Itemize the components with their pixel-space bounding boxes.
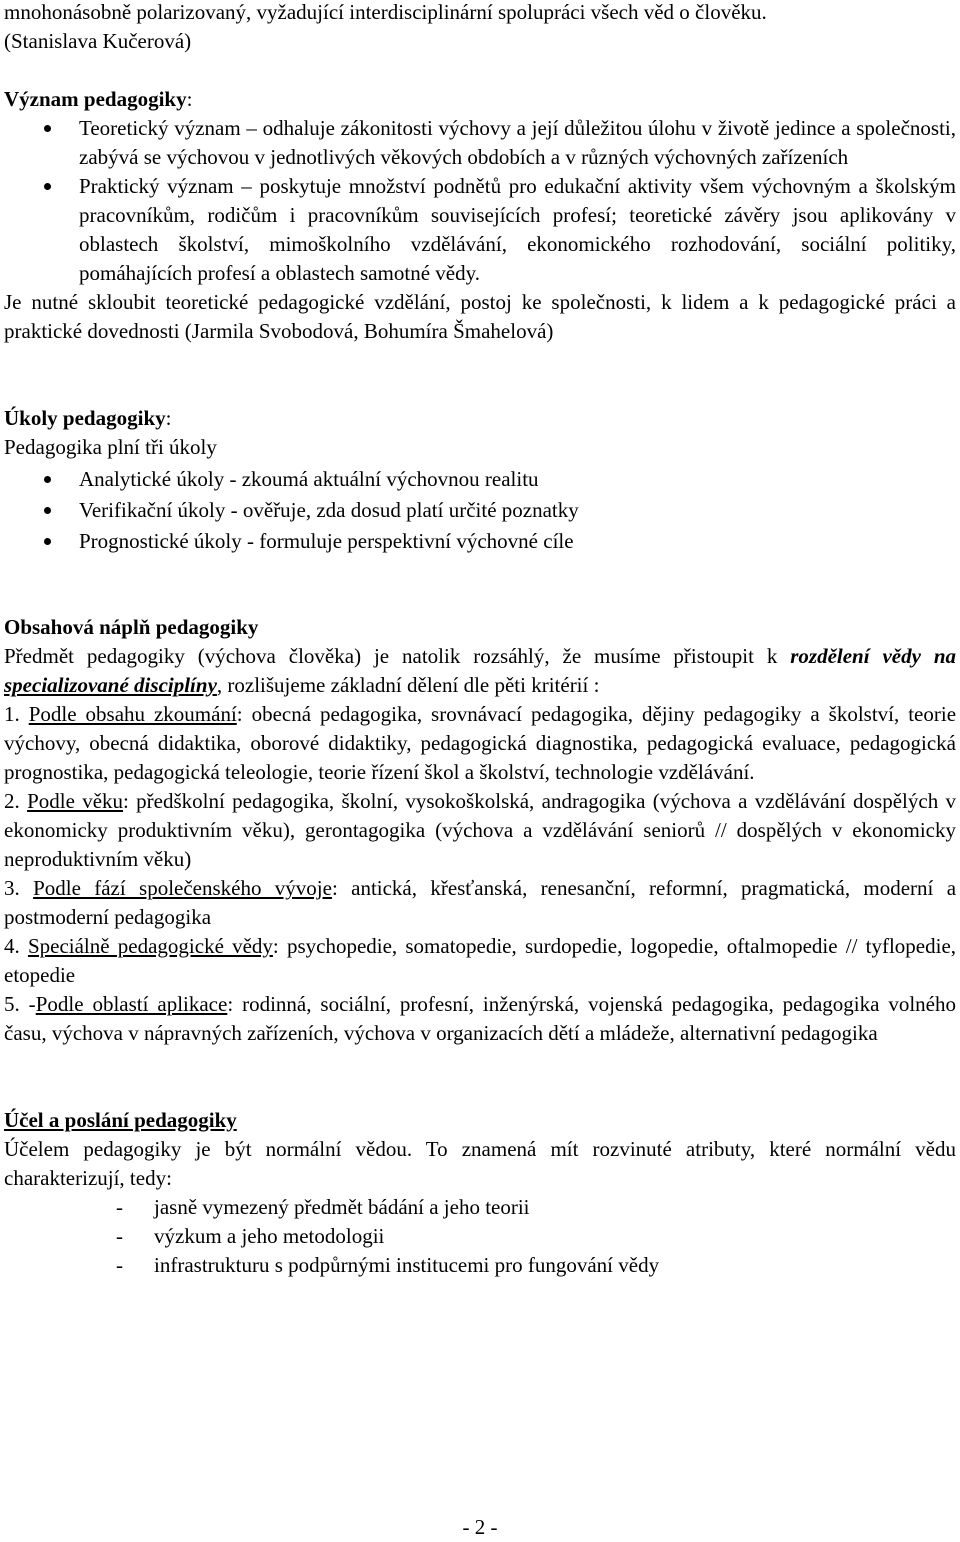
criterion-3 <box>4 874 956 932</box>
criterion-4 <box>4 932 956 990</box>
list-item <box>4 1193 956 1222</box>
criterion-2 <box>4 787 956 874</box>
criterion-label: Podle oblastí aplikace <box>35 992 228 1016</box>
heading-ukoly-colon: : <box>165 406 172 430</box>
criterion-label: Speciálně pedagogické vědy <box>27 934 273 958</box>
section-ukoly <box>4 404 956 557</box>
section-obsah <box>4 613 956 1048</box>
criterion-number: 2. <box>4 789 28 813</box>
bullet-icon <box>44 507 51 514</box>
bullet-icon <box>44 538 51 545</box>
dash-marker: - <box>116 1224 123 1248</box>
ucel-item-text: jasně vymezený předmět bádání a jeho teorii <box>154 1195 530 1219</box>
criterion-label: Podle fází společenského vývoje <box>33 876 332 900</box>
criterion-number: 4. <box>4 934 28 958</box>
ucel-item-text: infrastrukturu s podpůrnými institucemi pro fungování vědy <box>154 1253 660 1277</box>
vyznam-conclusion: Je nutné skloubit teoretické pedagogické vzdělání, postoj ke společnosti, k lidem a k pedagogické práci a praktické dovednosti (Jarmila Svobodová, Bohumíra Šmahelová) <box>4 290 956 343</box>
bullet-icon <box>44 183 51 190</box>
list-item <box>4 464 956 495</box>
heading-vyznam <box>4 85 956 114</box>
list-item <box>4 526 956 557</box>
list-item <box>4 1222 956 1251</box>
heading-vyznam-colon: : <box>186 87 193 111</box>
criterion-text: : obecná pedagogika, srovnávací pedagogika, dějiny pedagogiky a školství, teorie výchovy, obecná didaktika, oborové didaktiky, pedagogická diagnostika, pedagogická evaluace, pedagogická prognostika, pedagogická teleologie, teorie řízení škol a školství, technologie vzdělávání. <box>4 702 957 784</box>
criterion-number: 3. <box>4 876 34 900</box>
criterion-number: 1. <box>4 702 29 726</box>
intro-line-2: (Stanislava Kučerová) <box>4 29 192 53</box>
bullet-icon <box>44 125 51 132</box>
ucel-list <box>4 1193 956 1280</box>
heading-ucel: Účel a poslání pedagogiky <box>4 1108 237 1132</box>
dash-marker: - <box>116 1195 123 1219</box>
obsah-lead-emph-2: specializované disciplíny <box>4 673 217 697</box>
vyznam-list <box>4 114 956 288</box>
list-item <box>4 495 956 526</box>
vyznam-item-text: Teoretický význam – odhaluje zákonitosti výchovy a její důležitou úlohu v životě jedince a společnosti, zabývá se výchovou v jednotlivých věkových obdobích a v různých výchovných zařízeních <box>79 116 956 169</box>
list-item <box>4 172 956 288</box>
ucel-item-text: výzkum a jeho metodologii <box>154 1224 385 1248</box>
heading-ukoly <box>4 404 956 433</box>
ukoly-item-text: Prognostické úkoly - formuluje perspektivní výchovné cíle <box>79 529 574 553</box>
intro-text <box>4 0 956 56</box>
bullet-icon <box>44 476 51 483</box>
heading-vyznam-text: Význam pedagogiky <box>4 87 187 111</box>
criterion-1 <box>4 700 956 787</box>
section-ucel <box>4 1106 956 1280</box>
obsah-lead <box>4 642 956 700</box>
criterion-number: 5. - <box>4 992 36 1016</box>
obsah-lead-end: , rozlišujeme základní dělení dle pěti kritérií : <box>216 673 600 697</box>
vyznam-item-text: Praktický význam – poskytuje množství podnětů pro edukační aktivity všem výchovným a školským pracovníkům, rodičům i pracovníkům souvisejících profesí; teoretické závěry jsou aplikovány v oblastech školství, mimoškolního vzdělávání, ekonomického rozhodování, sociální politiky, pomáhajících profesí a oblastech samotné vědy. <box>79 174 956 285</box>
criterion-text: : předškolní pedagogika, školní, vysokoškolská, andragogika (výchova a vzdělávání dospělých v ekonomicky produktivním věku), gerontagogika (výchova a vzdělávání seniorů // dospělých v ekonomicky neproduktivním věku) <box>4 789 957 871</box>
intro-line-1: mnohonásobně polarizovaný, vyžadující interdisciplinární spolupráci všech věd o člověku. <box>4 0 767 24</box>
list-item <box>4 114 956 172</box>
obsah-lead-emph-1: rozdělení vědy na <box>790 644 956 668</box>
criterion-label: Podle věku <box>27 789 124 813</box>
criterion-text: : psychopedie, somatopedie, surdopedie, logopedie, oftalmopedie // tyflopedie, etopedie <box>4 934 957 987</box>
heading-ukoly-text: Úkoly pedagogiky <box>4 406 166 430</box>
ukoly-list <box>4 464 956 557</box>
page-number: - 2 - <box>462 1515 498 1539</box>
section-vyznam <box>4 85 956 346</box>
criterion-text: : rodinná, sociální, profesní, inženýrská, vojenská pedagogika, pedagogika volného času, výchova v nápravných zařízeních, výchova v organizacích dětí a mládeže, alternativní pedagogika <box>4 992 956 1045</box>
heading-obsah: Obsahová náplň pedagogiky <box>4 615 259 639</box>
ucel-lead: Účelem pedagogiky je být normální vědou. To znamená mít rozvinuté atributy, které normální vědu charakterizují, tedy: <box>4 1137 956 1190</box>
ukoly-item-text: Verifikační úkoly - ověřuje, zda dosud platí určité poznatky <box>79 498 579 522</box>
list-item <box>4 1251 956 1280</box>
obsah-lead-start: Předmět pedagogiky (výchova člověka) je natolik rozsáhlý, že musíme přistoupit k <box>4 644 791 668</box>
criterion-text: : antická, křesťanská, renesanční, reformní, pragmatická, moderní a postmoderní pedagogika <box>4 876 957 929</box>
criterion-5 <box>4 990 956 1048</box>
dash-marker: - <box>116 1253 123 1277</box>
criterion-label: Podle obsahu zkoumání <box>28 702 237 726</box>
document-page <box>4 0 956 1280</box>
ukoly-lead: Pedagogika plní tři úkoly <box>4 435 217 459</box>
ukoly-item-text: Analytické úkoly - zkoumá aktuální výchovnou realitu <box>79 467 539 491</box>
